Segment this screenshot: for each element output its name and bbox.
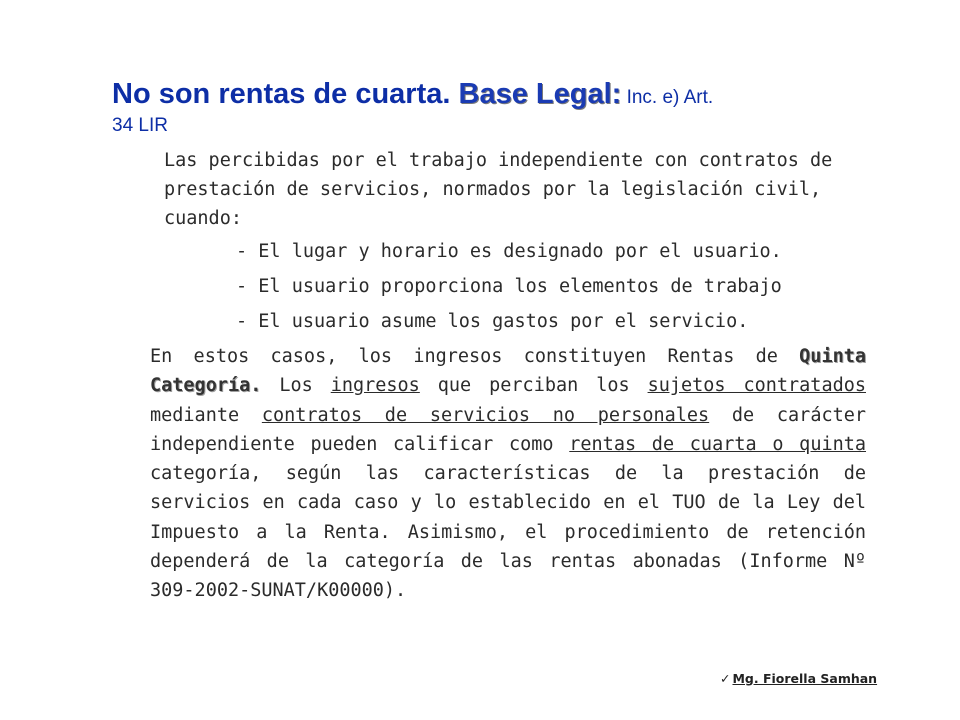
body-text: mediante	[150, 404, 262, 426]
underlined-contratos-servicios: contratos de servicios no personales	[261, 404, 710, 426]
title-main: No son rentas de cuarta.	[112, 78, 459, 110]
condition-item: - El lugar y horario es designado por el usuario.	[236, 241, 782, 262]
highlight-quinta-categoria: Quinta Categoría.	[150, 346, 866, 397]
body-paragraph	[150, 342, 866, 606]
author-name: Mg. Fiorella Samhan	[732, 671, 878, 686]
body-text: En estos casos, los ingresos constituyen Rentas de	[150, 346, 800, 367]
underlined-rentas-cuarta-quinta: rentas de cuarta o quinta	[569, 433, 867, 455]
body-text: Los	[261, 375, 331, 397]
slide-title	[112, 78, 832, 137]
conditions-list	[236, 234, 856, 339]
title-reference-line2: 34 LIR	[112, 115, 168, 136]
condition-item: - El usuario proporciona los elementos de trabajo	[236, 276, 782, 297]
underlined-ingresos: ingresos	[330, 375, 420, 397]
body-text: que perciban los	[419, 375, 648, 397]
intro-paragraph: Las percibidas por el trabajo independiente con contratos de prestación de servicios, normados por la legislación civil, cuando:	[164, 150, 833, 229]
title-reference: Inc. e) Art.	[621, 87, 714, 108]
title-base-legal: Base Legal:	[458, 78, 622, 110]
underlined-sujetos-contratados: sujetos contratados	[647, 375, 866, 397]
check-icon: ✓	[720, 671, 731, 686]
body-text: de carácter independiente pueden calificar como	[150, 404, 867, 455]
condition-item: - El usuario asume los gastos por el servicio.	[236, 311, 749, 332]
footer-author	[720, 671, 877, 686]
body-text: categoría, según las características de la prestación de servicios en cada caso y lo establecido en el TUO de la Ley del Impuesto a la Renta. Asimismo, el procedimiento de retención dependerá de la categoría de las rentas abonadas (Informe Nº 309-2002-SUNAT/K00000).	[150, 463, 866, 602]
